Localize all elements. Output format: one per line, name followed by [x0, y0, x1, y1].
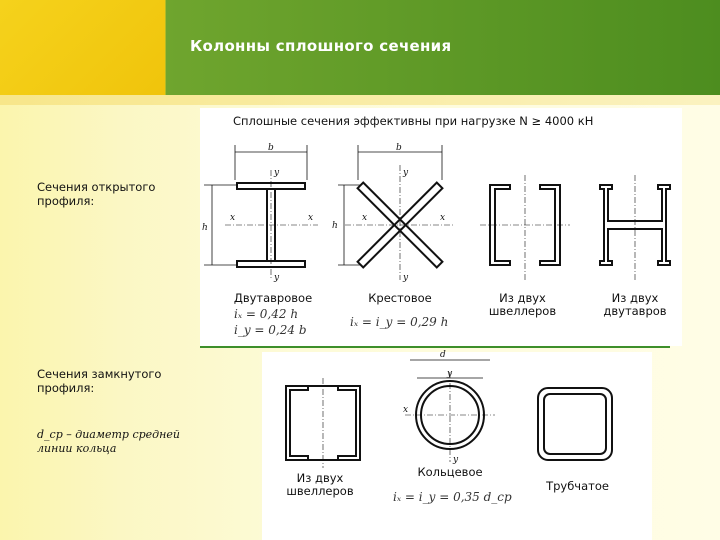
caption-cross: Крестовое [368, 291, 432, 305]
svg-text:x: x [362, 213, 368, 223]
i-beam-section-drawing [200, 140, 320, 290]
svg-text:h: h [202, 223, 208, 233]
svg-text:b: b [396, 143, 402, 153]
formula-ring: iₓ = i_y = 0,35 d_cp [393, 490, 512, 504]
slide-title: Колонны сплошного сечения [190, 37, 452, 55]
svg-text:x: x [308, 213, 314, 223]
svg-text:h: h [332, 221, 338, 231]
ring-section-drawing [395, 350, 505, 465]
svg-text:y: y [447, 369, 453, 379]
svg-text:y: y [403, 168, 409, 178]
svg-text:b: b [268, 143, 274, 153]
two-ibeams-drawing [590, 175, 680, 295]
svg-text:y: y [403, 273, 409, 283]
two-channels-closed-drawing [278, 378, 368, 468]
header-accent-block [0, 0, 165, 95]
svg-text:x: x [230, 213, 236, 223]
tubular-section-drawing [530, 380, 620, 470]
svg-text:x: x [440, 213, 446, 223]
formula-i-beam-y: i_y = 0,24 b [234, 323, 307, 337]
formula-i-beam-x: iₓ = 0,42 h [234, 307, 299, 321]
svg-text:y: y [453, 455, 459, 465]
caption-two-channels-closed: Из двух швеллеров [286, 471, 354, 498]
caption-two-channels-open: Из двух швеллеров [488, 291, 557, 318]
open-profile-label: Сечения открытого профиля: [37, 180, 156, 208]
svg-text:y: y [274, 168, 280, 178]
dcp-note: d_cp – диаметр средней линии кольца [37, 428, 180, 455]
formula-cross: iₓ = i_y = 0,29 h [350, 315, 449, 329]
cross-section-drawing [330, 140, 460, 290]
caption-tubular: Трубчатое [546, 479, 609, 493]
two-channels-open-drawing [480, 175, 570, 295]
caption-two-ibeams: Из двух двутавров [603, 291, 667, 318]
svg-text:d: d [440, 350, 446, 360]
svg-text:y: y [274, 273, 280, 283]
svg-text:x: x [403, 405, 409, 415]
header-underline-strip [0, 95, 720, 105]
section-separator [200, 346, 670, 348]
caption-i-beam: Двутавровое [233, 291, 313, 305]
caption-ring: Кольцевое [417, 465, 483, 479]
closed-profile-label: Сечения замкнутого профиля: [37, 367, 162, 395]
load-note: Сплошные сечения эффективны при нагрузке N ≥ 4000 кН [233, 114, 594, 128]
